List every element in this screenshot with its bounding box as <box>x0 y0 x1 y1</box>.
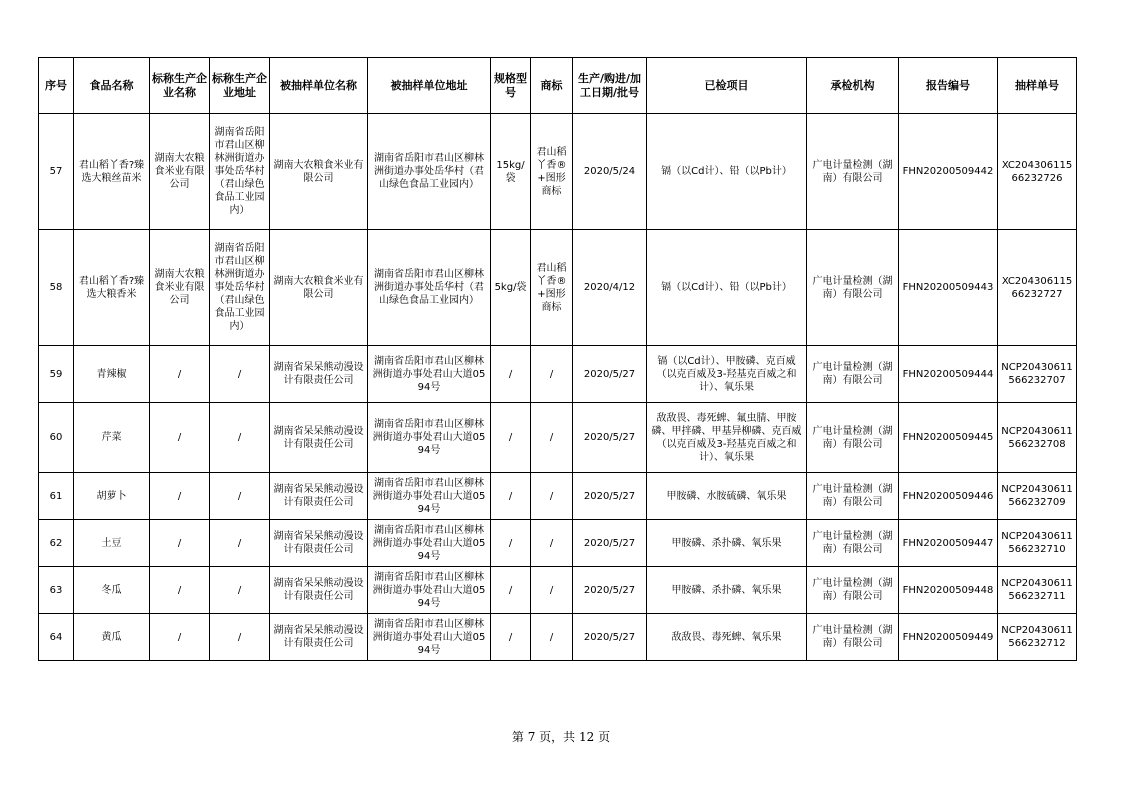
cell-manufacturer-name: 湖南大农粮食米业有限公司 <box>150 114 210 230</box>
table-header-row <box>39 58 1077 114</box>
cell-manufacturer-name: / <box>150 403 210 473</box>
cell-report-number: FHN20200509443 <box>899 230 998 346</box>
cell-report-number: FHN20200509449 <box>899 614 998 661</box>
table-row <box>39 567 1077 614</box>
cell-testing-agency: 广电计量检测（湖南）有限公司 <box>807 567 899 614</box>
cell-manufacturer-address: 湖南省岳阳市君山区柳林洲街道办事处岳华村（君山绿色食品工业园内） <box>210 230 270 346</box>
cell-trademark: 君山稻丫香®+图形商标 <box>531 230 573 346</box>
header-report-number: 报告编号 <box>899 58 998 114</box>
cell-sampled-unit-address: 湖南省岳阳市君山区柳林洲街道办事处君山大道0594号 <box>368 567 491 614</box>
header-sample-number: 抽样单号 <box>998 58 1077 114</box>
cell-sampled-unit-address: 湖南省岳阳市君山区柳林洲街道办事处君山大道0594号 <box>368 614 491 661</box>
header-seq: 序号 <box>39 58 74 114</box>
header-testing-agency: 承检机构 <box>807 58 899 114</box>
cell-seq: 61 <box>39 473 74 520</box>
cell-sample-number: XC20430611566232726 <box>998 114 1077 230</box>
cell-date-batch: 2020/5/27 <box>573 567 647 614</box>
cell-tested-items: 敌敌畏、毒死蜱、氧乐果 <box>647 614 807 661</box>
cell-sampled-unit-name: 湖南省呆呆熊动漫设计有限责任公司 <box>270 567 368 614</box>
cell-testing-agency: 广电计量检测（湖南）有限公司 <box>807 403 899 473</box>
table-row <box>39 520 1077 567</box>
header-date-batch: 生产/购进/加工日期/批号 <box>573 58 647 114</box>
cell-seq: 58 <box>39 230 74 346</box>
cell-sample-number: NCP20430611566232707 <box>998 346 1077 403</box>
cell-spec: / <box>491 614 531 661</box>
cell-sampled-unit-address: 湖南省岳阳市君山区柳林洲街道办事处君山大道0594号 <box>368 346 491 403</box>
cell-manufacturer-name: / <box>150 520 210 567</box>
header-tested-items: 已检项目 <box>647 58 807 114</box>
cell-seq: 60 <box>39 403 74 473</box>
cell-sample-number: NCP20430611566232711 <box>998 567 1077 614</box>
table-row <box>39 114 1077 230</box>
cell-food-name: 胡萝卜 <box>74 473 150 520</box>
cell-testing-agency: 广电计量检测（湖南）有限公司 <box>807 346 899 403</box>
cell-report-number: FHN20200509447 <box>899 520 998 567</box>
cell-spec: / <box>491 473 531 520</box>
cell-trademark: / <box>531 520 573 567</box>
cell-trademark: / <box>531 473 573 520</box>
cell-seq: 57 <box>39 114 74 230</box>
cell-manufacturer-name: / <box>150 567 210 614</box>
cell-sample-number: XC20430611566232727 <box>998 230 1077 346</box>
cell-sample-number: NCP20430611566232709 <box>998 473 1077 520</box>
cell-tested-items: 甲胺磷、杀扑磷、氧乐果 <box>647 520 807 567</box>
table-row <box>39 346 1077 403</box>
cell-testing-agency: 广电计量检测（湖南）有限公司 <box>807 473 899 520</box>
cell-sampled-unit-name: 湖南大农粮食米业有限公司 <box>270 230 368 346</box>
cell-tested-items: 镉（以Cd计）、铅（以Pb计） <box>647 230 807 346</box>
cell-report-number: FHN20200509444 <box>899 346 998 403</box>
cell-sample-number: NCP20430611566232710 <box>998 520 1077 567</box>
cell-trademark: 君山稻丫香®+图形商标 <box>531 114 573 230</box>
cell-food-name: 土豆 <box>74 520 150 567</box>
cell-testing-agency: 广电计量检测（湖南）有限公司 <box>807 520 899 567</box>
cell-tested-items: 甲胺磷、杀扑磷、氧乐果 <box>647 567 807 614</box>
cell-food-name: 君山稻丫香?臻选大粮丝苗米 <box>74 114 150 230</box>
cell-trademark: / <box>531 403 573 473</box>
cell-sampled-unit-name: 湖南大农粮食米业有限公司 <box>270 114 368 230</box>
cell-food-name: 青辣椒 <box>74 346 150 403</box>
cell-sampled-unit-address: 湖南省岳阳市君山区柳林洲街道办事处君山大道0594号 <box>368 473 491 520</box>
cell-spec: / <box>491 346 531 403</box>
cell-seq: 63 <box>39 567 74 614</box>
cell-report-number: FHN20200509445 <box>899 403 998 473</box>
cell-manufacturer-address: 湖南省岳阳市君山区柳林洲街道办事处岳华村（君山绿色食品工业园内） <box>210 114 270 230</box>
cell-seq: 59 <box>39 346 74 403</box>
cell-seq: 62 <box>39 520 74 567</box>
cell-date-batch: 2020/4/12 <box>573 230 647 346</box>
header-food-name: 食品名称 <box>74 58 150 114</box>
cell-sample-number: NCP20430611566232708 <box>998 403 1077 473</box>
inspection-results-table <box>38 57 1077 661</box>
cell-manufacturer-address: / <box>210 473 270 520</box>
cell-manufacturer-name: / <box>150 614 210 661</box>
cell-manufacturer-name: / <box>150 473 210 520</box>
cell-food-name: 君山稻丫香?臻选大粮香米 <box>74 230 150 346</box>
cell-date-batch: 2020/5/27 <box>573 346 647 403</box>
cell-date-batch: 2020/5/27 <box>573 403 647 473</box>
cell-testing-agency: 广电计量检测（湖南）有限公司 <box>807 614 899 661</box>
cell-manufacturer-address: / <box>210 346 270 403</box>
table-row <box>39 403 1077 473</box>
cell-report-number: FHN20200509442 <box>899 114 998 230</box>
cell-sampled-unit-name: 湖南省呆呆熊动漫设计有限责任公司 <box>270 614 368 661</box>
header-manufacturer-address: 标称生产企业地址 <box>210 58 270 114</box>
cell-manufacturer-address: / <box>210 567 270 614</box>
page-number: 第 7 页，共 12 页 <box>511 730 611 744</box>
cell-sample-number: NCP20430611566232712 <box>998 614 1077 661</box>
cell-trademark: / <box>531 614 573 661</box>
cell-date-batch: 2020/5/27 <box>573 614 647 661</box>
cell-manufacturer-name: / <box>150 346 210 403</box>
cell-seq: 64 <box>39 614 74 661</box>
cell-sampled-unit-name: 湖南省呆呆熊动漫设计有限责任公司 <box>270 520 368 567</box>
cell-spec: / <box>491 520 531 567</box>
cell-date-batch: 2020/5/27 <box>573 520 647 567</box>
cell-tested-items: 甲胺磷、水胺硫磷、氧乐果 <box>647 473 807 520</box>
cell-date-batch: 2020/5/24 <box>573 114 647 230</box>
cell-spec: / <box>491 567 531 614</box>
table-row <box>39 473 1077 520</box>
cell-food-name: 黄瓜 <box>74 614 150 661</box>
cell-testing-agency: 广电计量检测（湖南）有限公司 <box>807 230 899 346</box>
cell-tested-items: 镉（以Cd计）、铅（以Pb计） <box>647 114 807 230</box>
cell-date-batch: 2020/5/27 <box>573 473 647 520</box>
cell-testing-agency: 广电计量检测（湖南）有限公司 <box>807 114 899 230</box>
table-row <box>39 230 1077 346</box>
header-trademark: 商标 <box>531 58 573 114</box>
cell-sampled-unit-name: 湖南省呆呆熊动漫设计有限责任公司 <box>270 346 368 403</box>
cell-manufacturer-address: / <box>210 614 270 661</box>
header-manufacturer-name: 标称生产企业名称 <box>150 58 210 114</box>
cell-spec: 5kg/袋 <box>491 230 531 346</box>
cell-sampled-unit-address: 湖南省岳阳市君山区柳林洲街道办事处岳华村（君山绿色食品工业园内） <box>368 230 491 346</box>
header-sampled-unit-address: 被抽样单位地址 <box>368 58 491 114</box>
cell-spec: 15kg/袋 <box>491 114 531 230</box>
cell-manufacturer-address: / <box>210 403 270 473</box>
cell-spec: / <box>491 403 531 473</box>
cell-sampled-unit-address: 湖南省岳阳市君山区柳林洲街道办事处君山大道0594号 <box>368 403 491 473</box>
cell-tested-items: 镉（以Cd计）、甲胺磷、克百威（以克百威及3-羟基克百威之和计）、氧乐果 <box>647 346 807 403</box>
cell-report-number: FHN20200509448 <box>899 567 998 614</box>
cell-sampled-unit-name: 湖南省呆呆熊动漫设计有限责任公司 <box>270 473 368 520</box>
cell-sampled-unit-address: 湖南省岳阳市君山区柳林洲街道办事处岳华村（君山绿色食品工业园内） <box>368 114 491 230</box>
cell-food-name: 芹菜 <box>74 403 150 473</box>
cell-sampled-unit-address: 湖南省岳阳市君山区柳林洲街道办事处君山大道0594号 <box>368 520 491 567</box>
cell-trademark: / <box>531 567 573 614</box>
cell-food-name: 冬瓜 <box>74 567 150 614</box>
cell-sampled-unit-name: 湖南省呆呆熊动漫设计有限责任公司 <box>270 403 368 473</box>
header-spec: 规格型号 <box>491 58 531 114</box>
header-sampled-unit-name: 被抽样单位名称 <box>270 58 368 114</box>
cell-manufacturer-name: 湖南大农粮食米业有限公司 <box>150 230 210 346</box>
cell-tested-items: 敌敌畏、毒死蜱、氟虫腈、甲胺磷、甲拌磷、甲基异柳磷、克百威（以克百威及3-羟基克百威之和计）、氧乐果 <box>647 403 807 473</box>
cell-manufacturer-address: / <box>210 520 270 567</box>
cell-report-number: FHN20200509446 <box>899 473 998 520</box>
table-row <box>39 614 1077 661</box>
cell-trademark: / <box>531 346 573 403</box>
